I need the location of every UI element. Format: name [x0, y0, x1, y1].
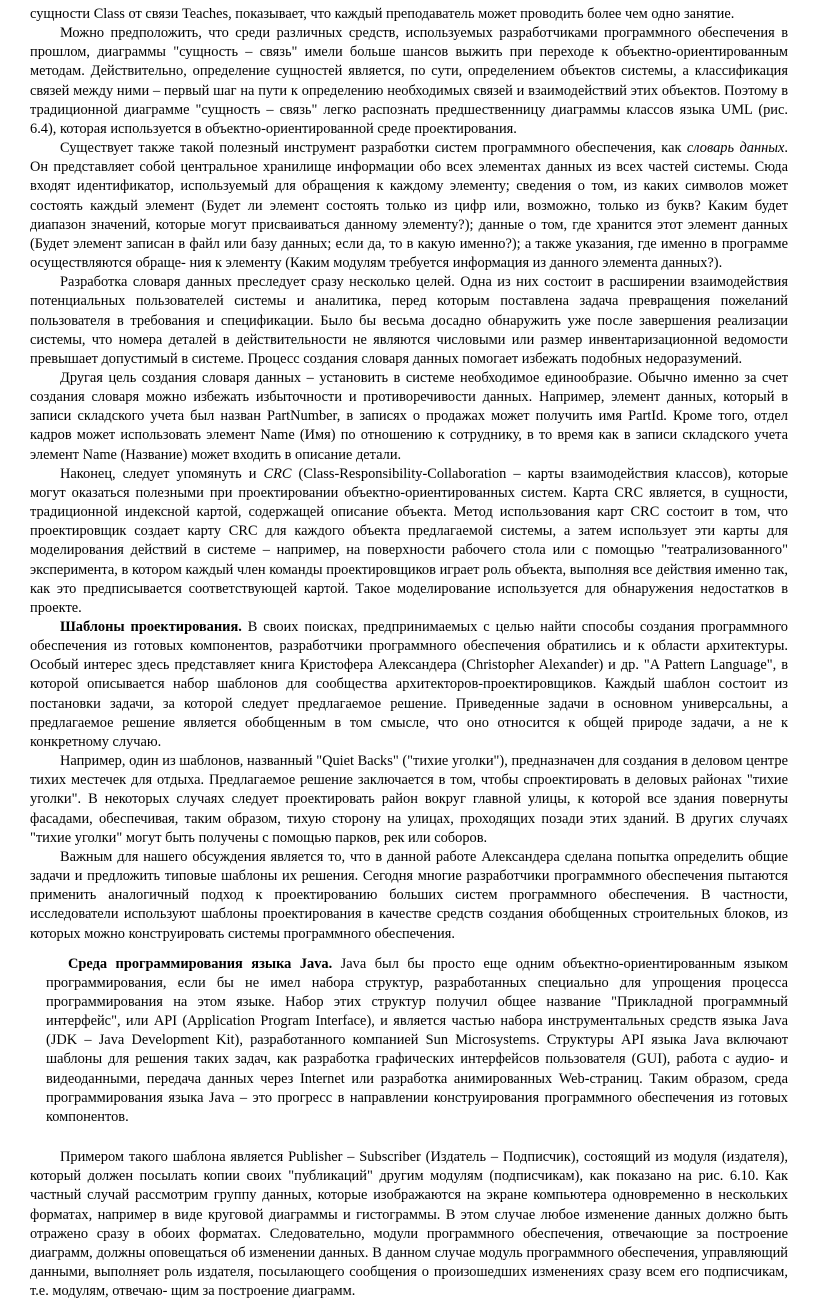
- paragraph-publisher-subscriber: Примером такого шаблона является Publisher – Subscriber (Издатель – Подписчик), состоящий из модуля (издателя), который должен посылать копии своих "публикаций" другим модулям (подписчикам), как показано на рис. 6.10. Как частный случай рассмотрим группу данных, которые изображаются на экране компьютера одновременно в нескольких форматах, например в виде круговой диаграммы и гистограммы. В этом случае любое изменение данных должно быть отражено сразу в обоих форматах. Следовательно, модули программного обеспечения, отвечающие за построение диаграмм, должны оповещаться об изменении данных. В данном случае модуль программного обеспечения, управляющий данными, выполняет роль издателя, посылающего сообщения о произошедших изменениях сразу всем его подписчикам, т.е. модулям, отвечаю- щим за построение диаграмм.: [30, 1149, 788, 1300]
- paragraph-alexander-work: Важным для нашего обсуждения является то, что в данной работе Александера сделана попытка определить общие задачи и предложить типовые шаблоны их решения. Сегодня многие разработчики программного обеспечения пытаются применить аналогичный подход к проектированию больших систем программного обеспечения. В частности, исследователи используют шаблоны проектирования в качестве средств создания обобщенных строительных блоков, из которых можно конструировать системы программного обеспечения.: [30, 848, 788, 942]
- paragraph-0: сущности Class от связи Teaches, показывает, что каждый преподаватель может проводить более чем одно занятие.: [30, 6, 735, 22]
- paragraph-text: . Он представляет собой центральное хранилище информации обо всех элементах данных из всех частей системы. Сюда входят идентификатор, используемый для обращения к каждому элементу; сведения о том, из каких символов может состоять каждый элемент (Будет ли элемент состоять только из цифр или, возможно, только из букв? Каким будет диапазон значений, которые могут присваиваться данному элементу?); данные о том, где хранится этот элемент данных (Будет элемент записан в файл или базу данных; если да, то в какую именно?); а также указания, где именно в программе осуществляются обраще- ния к элементу (Каким модулям требуется информация из данного элемента данных?).: [30, 140, 788, 272]
- paragraph-data-dictionary: [30, 139, 788, 273]
- paragraph-text: В своих поисках, предпринимаемых с целью найти способы создания программного обеспечения из готовых компонентов, разработчики программного обеспечения обратились и к области архитектуры. Особый интерес здесь представляет книга Кристофера Александера (Christopher Alexander) и др. "A Pattern Language", в которой описывается набор шаблонов для сообщества архитекторов-проектировщиков. Каждый шаблон состоит из постановки задачи, за которой следует предлагаемое решение. Приведенные задачи в основном универсальны, а предлагаемое решение является обобщенным в том смысле, что оно относится к общей природе задачи, а не к конкретному случаю.: [30, 619, 789, 750]
- paragraph-crc-cards: [30, 465, 788, 618]
- paragraph-java-environment: [30, 955, 788, 1127]
- paragraph-quiet-backs: Например, один из шаблонов, названный "Quiet Backs" ("тихие уголки"), предназначен для создания в деловом центре тихих местечек для отдыха. Предлагаемое решение заключается в том, чтобы спроектировать в деловых районах "тихие уголки". В некоторых случаях следует проектировать район вокруг главной улицы, к которой все здания повернуты фасадами, обеспечивая, таким образом, тихую сторону на улицах, проходящих позади этих зданий. В других случаях "тихие уголки" могут быть получены с помощью парков, рек или соборов.: [30, 753, 788, 846]
- paragraph-dictionary-uniformity: Другая цель создания словаря данных – установить в системе необходимое единообразие. Обычно именно за счет создания словаря можно избежать избыточности и противоречивости данных. Например, элемент данных, который в записи складского учета был назван PartNumber, в записях о продажах может получить имя PartId. Кроме того, отдел кадров может использовать элемент Name (Имя) по отношению к сотруднику, в то время как в записи складского учета элемент Name (Название) может входить в описание детали.: [30, 369, 788, 463]
- term-data-dictionary: словарь данных: [686, 140, 785, 157]
- paragraph-text: Java был бы просто еще одним объектно-ориентированным языком программирования, если бы не имел набора структур, разработанных специально для упрощения процесса программирования на этом языке. Набор этих структур получил общее название "Прикладной программный интерфейс", или API (Application Program Interface), и является частью набора инструментальных средств языка Java (JDK – Java Development Kit), разработанного компанией Sun Microsystems. Структуры API языка Java включают шаблоны для решения таких задач, как разработка графических интерфейсов пользователя (GUI), работа с аудио- и видеоданными, передача данных через Internet или разработка анимированных Web-страниц. Таким образом, среда программирования языка Java – это прогресс в направлении конструирования программного обеспечения из готовых компонентов.: [46, 955, 789, 1125]
- paragraph-entity-relationship: Можно предположить, что среди различных средств, используемых разработчиками программного обеспечения в прошлом, диаграммы "сущность – связь" имели больше шансов выжить при переходе к объектно-ориентированным методам. Действительно, определение сущностей является, по сути, определением объектов системы, а классификация связей между ними – первый шаг на пути к определению необходимых связей и взаимодействий этих объектов. Поэтому в традиционной диаграмме "сущность – связь" легко распознать предшественницу диаграммы классов языка UML (рис. 6.4), которая используется в объектно-ориентированной среде проектирования.: [30, 25, 788, 137]
- term-crc: CRC: [263, 465, 292, 482]
- paragraph-text: Существует также такой полезный инструмент разработки систем программного обеспечения, как: [60, 140, 687, 157]
- paragraph-text: (Class-Responsibility-Collaboration – карты взаимодействия классов), которые могут оказаться полезными при проектировании объектно-ориентированных систем. Карта CRC является, в сущности, традиционной индексной картой, содержащей описание объекта. Метод использования карт CRC состоит в том, что проектировщик создает карту CRC для каждого объекта предлагаемой системы, а затем использует эти карты для моделирования действий в системе – например, на поверхности рабочего стола или с помощью "театрализованного" эксперимента, в котором каждый член команды проектировщиков играет роль объекта, выполняя все действия именно так, как это предписывается соответствующей картой. Такое моделирование используется для обнаружения недостатков в проекте.: [30, 465, 789, 616]
- paragraph-dictionary-goals: Разработка словаря данных преследует сразу несколько целей. Одна из них состоит в расширении взаимодействия потенциальных пользователей системы и аналитика, перед которым поставлена задача превращения пожеланий пользователя в требования и спецификации. Было бы весьма досадно обнаружить уже после завершения реализации системы, что номера деталей в действительности не являются числовыми или размер инвентаризационной ведомости превышает допустимый в системе. Процесс создания словаря данных помогает избежать подобных недоразумений.: [30, 274, 788, 367]
- paragraph-text: Наконец, следует упомянуть и: [60, 465, 264, 482]
- heading-design-patterns: Шаблоны проектирования.: [60, 619, 242, 635]
- paragraph-design-patterns: [30, 618, 788, 752]
- document-page: [30, 5, 788, 1301]
- heading-java-environment: Среда программирования языка Java.: [68, 955, 333, 972]
